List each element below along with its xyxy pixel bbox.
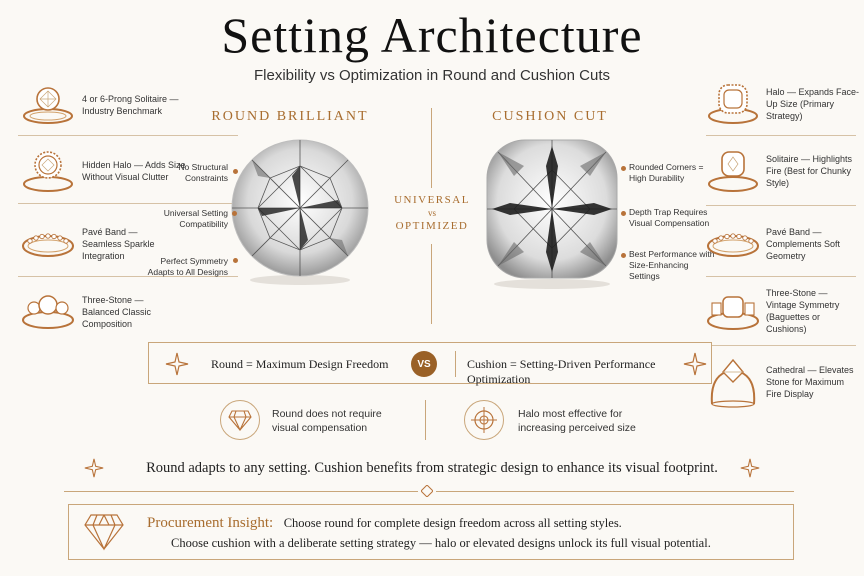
callout-dot [233, 169, 238, 174]
left-setting-solitaire [20, 84, 202, 126]
insight-line-2: Choose cushion with a deliberate setting strategy — halo or elevated designs unlock its full visual potential. [171, 536, 711, 550]
callout-dot [232, 211, 237, 216]
cathedral-ring-icon [706, 356, 760, 408]
right-setting-three-stone [704, 287, 846, 335]
halo-ring-icon [704, 82, 762, 126]
summary-statement: Round adapts to any setting. Cushion benefits from strategic design to enhance its visual footprint. [146, 460, 718, 476]
comparison-banner [148, 342, 712, 384]
cushion-callout-durability: Rounded Corners = High Durability [629, 162, 704, 183]
left-setting-label: Pavé Band — Seamless Sparkle Integration [82, 227, 155, 261]
sparkle-icon [165, 352, 189, 376]
page-subtitle: Flexibility vs Optimization in Round and Cushion Cuts [254, 67, 610, 84]
right-setting-solitaire [704, 148, 864, 194]
divider [706, 345, 856, 346]
cushion-callout-performance: Best Performance with Size-Enhancing Settings [629, 249, 715, 281]
three-stone-ring-icon [20, 292, 76, 332]
cushion-callout-depth-trap: Depth Trap Requires Visual Compensation [629, 207, 710, 228]
page-title: Setting Architecture [221, 7, 643, 63]
cushion-heading: CUSHION CUT [492, 109, 608, 124]
round-brilliant-diamond-image [230, 136, 370, 286]
left-setting-three-stone [20, 292, 172, 332]
right-setting-cathedral [706, 356, 862, 408]
left-setting-label: Hidden Halo — Adds Size Without Visual Clutter [82, 160, 186, 182]
divider [706, 205, 856, 206]
round-callout-structural: No Structural Constraints [178, 162, 228, 183]
three-stone-ring-icon [704, 289, 762, 333]
right-setting-halo [704, 82, 862, 126]
vs-badge: VS [411, 351, 437, 377]
round-callout-symmetry: Perfect Symmetry Adapts to All Designs [147, 256, 228, 277]
right-setting-label: Solitaire — Highlights Fire (Best for Chunky Style) [766, 154, 853, 188]
pave-band-icon [704, 228, 762, 260]
divider [706, 276, 856, 277]
procurement-insight-box [68, 504, 794, 560]
callout-dot [621, 253, 626, 258]
hidden-halo-ring-icon [20, 148, 76, 194]
callout-dot [621, 211, 626, 216]
divider [18, 135, 238, 136]
center-label-vs: vs [427, 208, 436, 218]
divider [706, 135, 856, 136]
sparkle-icon [740, 458, 760, 478]
round-heading: ROUND BRILLIANT [211, 109, 369, 124]
left-setting-hidden-halo [20, 148, 192, 194]
callout-dot [233, 258, 238, 263]
insight-line-1: Choose round for complete design freedom across all setting styles. [283, 516, 622, 530]
right-setting-label: Three-Stone — Vintage Symmetry (Baguettes or Cushions) [766, 288, 840, 334]
sparkle-icon [683, 352, 707, 376]
right-setting-pave-band [704, 226, 856, 262]
callout-dot [621, 166, 626, 171]
cushion-cut-diamond-image [484, 136, 620, 290]
pave-band-icon [20, 228, 76, 260]
center-divider [431, 244, 432, 324]
left-setting-label: 4 or 6-Prong Solitaire — Industry Benchmark [82, 94, 179, 116]
left-setting-label: Three-Stone — Balanced Classic Composition [82, 295, 152, 329]
divider [18, 203, 238, 204]
diamond-icon [83, 513, 125, 551]
solitaire-ring-icon [20, 84, 76, 126]
divider [64, 491, 418, 492]
divider [425, 400, 426, 440]
round-note: Round does not require visual compensation [272, 408, 382, 434]
comparison-round: Round = Maximum Design Freedom [211, 357, 389, 371]
comparison-cushion: Cushion = Setting-Driven Performance Optimization [467, 357, 656, 386]
diamond-icon [220, 400, 260, 440]
center-label [392, 194, 472, 233]
diamond-ornament-icon [421, 485, 433, 497]
insight-title: Procurement Insight: [147, 515, 274, 531]
solitaire-ring-icon [704, 148, 762, 194]
cushion-note: Halo most effective for increasing perceived size [518, 408, 636, 434]
target-icon [464, 400, 504, 440]
right-setting-label: Halo — Expands Face-Up Size (Primary Strategy) [766, 87, 860, 121]
right-setting-label: Pavé Band — Complements Soft Geometry [766, 227, 841, 261]
center-label-universal: UNIVERSAL [394, 194, 470, 206]
divider [436, 491, 794, 492]
round-callout-compatibility: Universal Setting Compatibility [163, 208, 228, 229]
divider [455, 351, 456, 377]
right-setting-label: Cathedral — Elevates Stone for Maximum Fire Display [766, 365, 854, 399]
center-label-optimized: OPTIMIZED [395, 220, 469, 232]
center-divider [431, 108, 432, 188]
